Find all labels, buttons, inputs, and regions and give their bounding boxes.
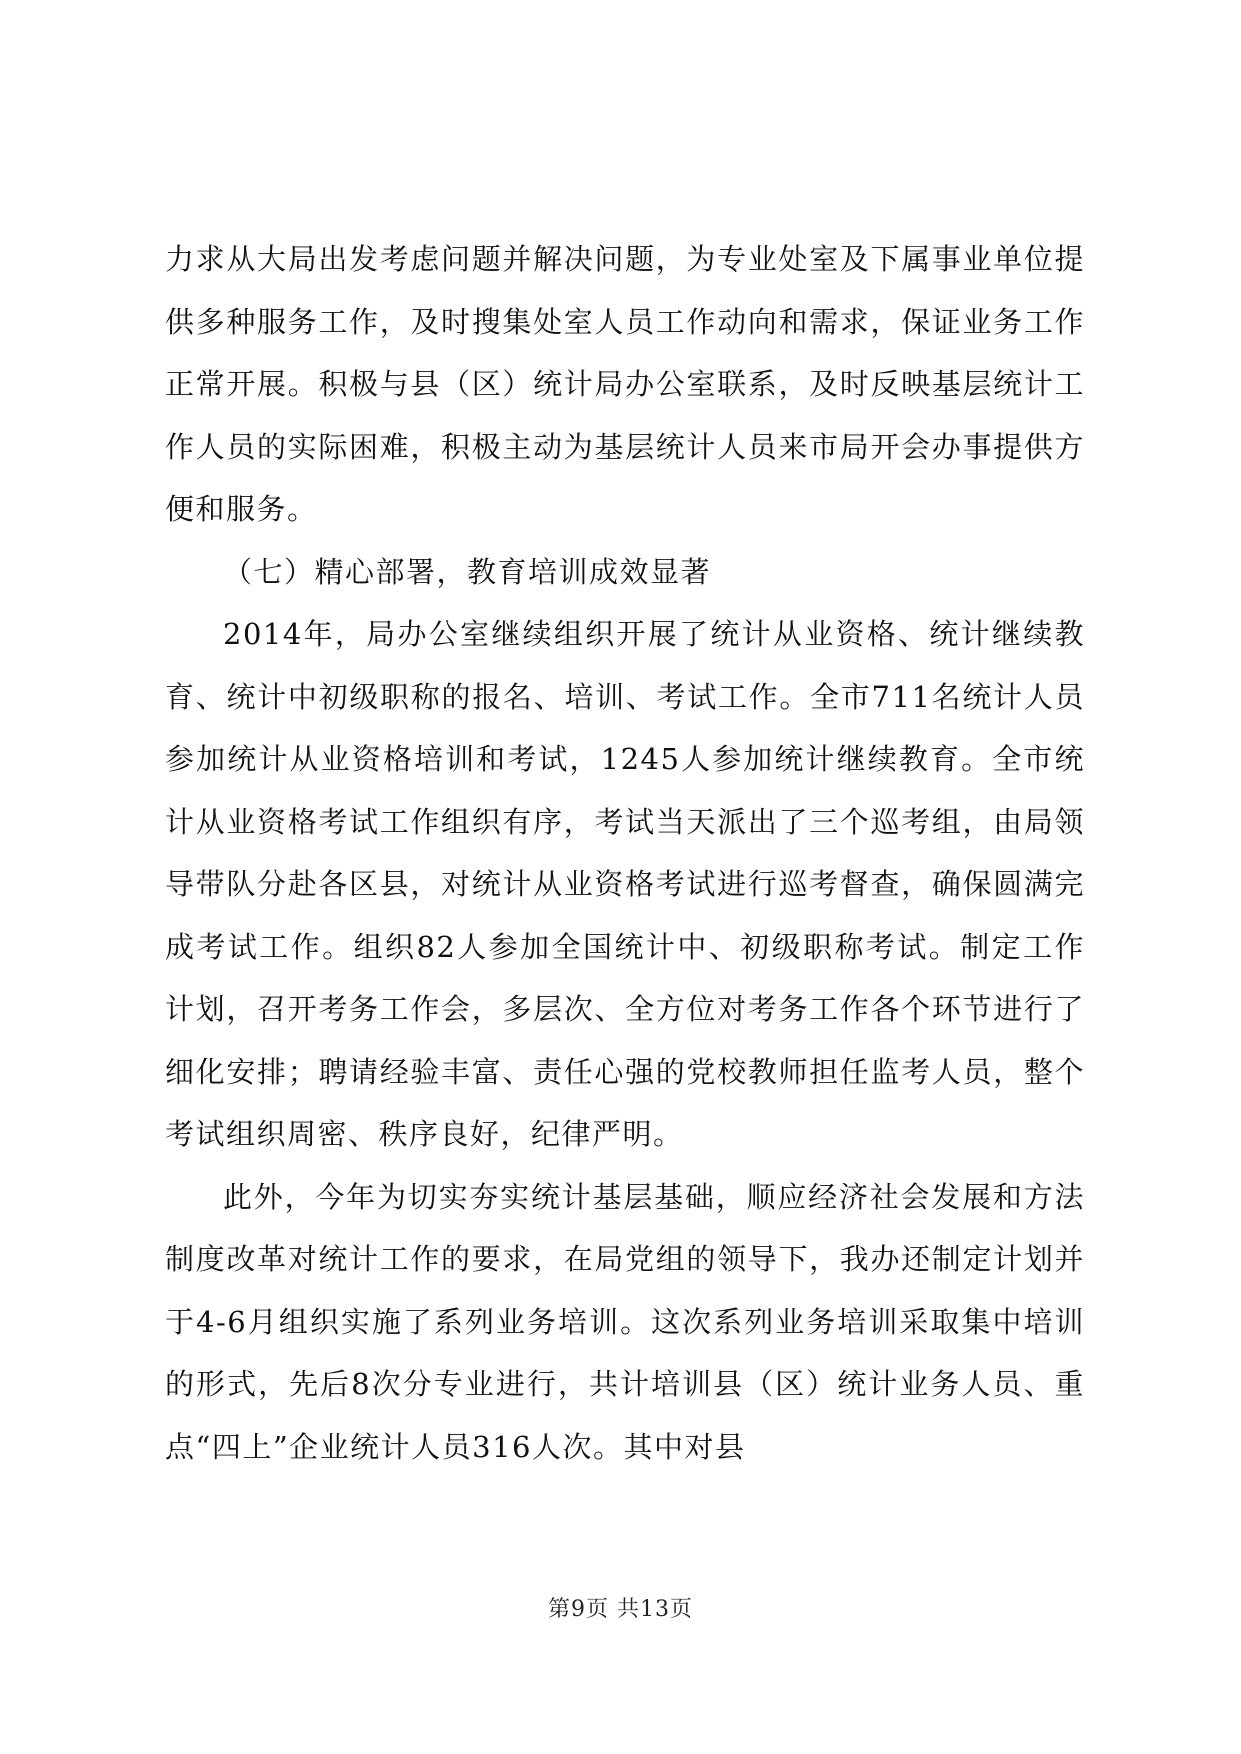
paragraph-continuation: 力求从大局出发考虑问题并解决问题，为专业处室及下属事业单位提供多种服务工作，及时搜集处室人员工作动向和需求，保证业务工作正常开展。积极与县（区）统计局办公室联系，及时反映基层统计工作人员的实际困难，积极主动为基层统计人员来市局开会办事提供方便和服务。: [165, 242, 1085, 526]
page-footer: 第9页 共13页: [548, 1597, 693, 1622]
paragraph-training: 2014年，局办公室继续组织开展了统计从业资格、统计继续教育、统计中初级职称的报名、培训、考试工作。全市711名统计人员参加统计从业资格培训和考试，1245人参加统计继续教育。全市统计从业资格考试工作组织有序，考试当天派出了三个巡考组，由局领导带队分赴各区县，对统计从业资格考试进行巡考督查，确保圆满完成考试工作。组织82人参加全国统计中、初级职称考试。制定工作计划，召开考务工作会，多层次、全方位对考务工作各个环节进行了细化安排；聘请经验丰富、责任心强的党校教师担任监考人员，整个考试组织周密、秩序良好，纪律严明。: [165, 617, 1085, 1151]
section-heading: （七）精心部署，教育培训成效显著: [223, 554, 712, 589]
document-body: [165, 228, 1085, 1478]
paragraph-additional: 此外，今年为切实夯实统计基层基础，顺应经济社会发展和方法制度改革对统计工作的要求，在局党组的领导下，我办还制定计划并于4-6月组织实施了系列业务培训。这次系列业务培训采取集中培训的形式，先后8次分专业进行，共计培训县（区）统计业务人员、重点“四上”企业统计人员316人次。其中对县: [165, 1179, 1085, 1464]
